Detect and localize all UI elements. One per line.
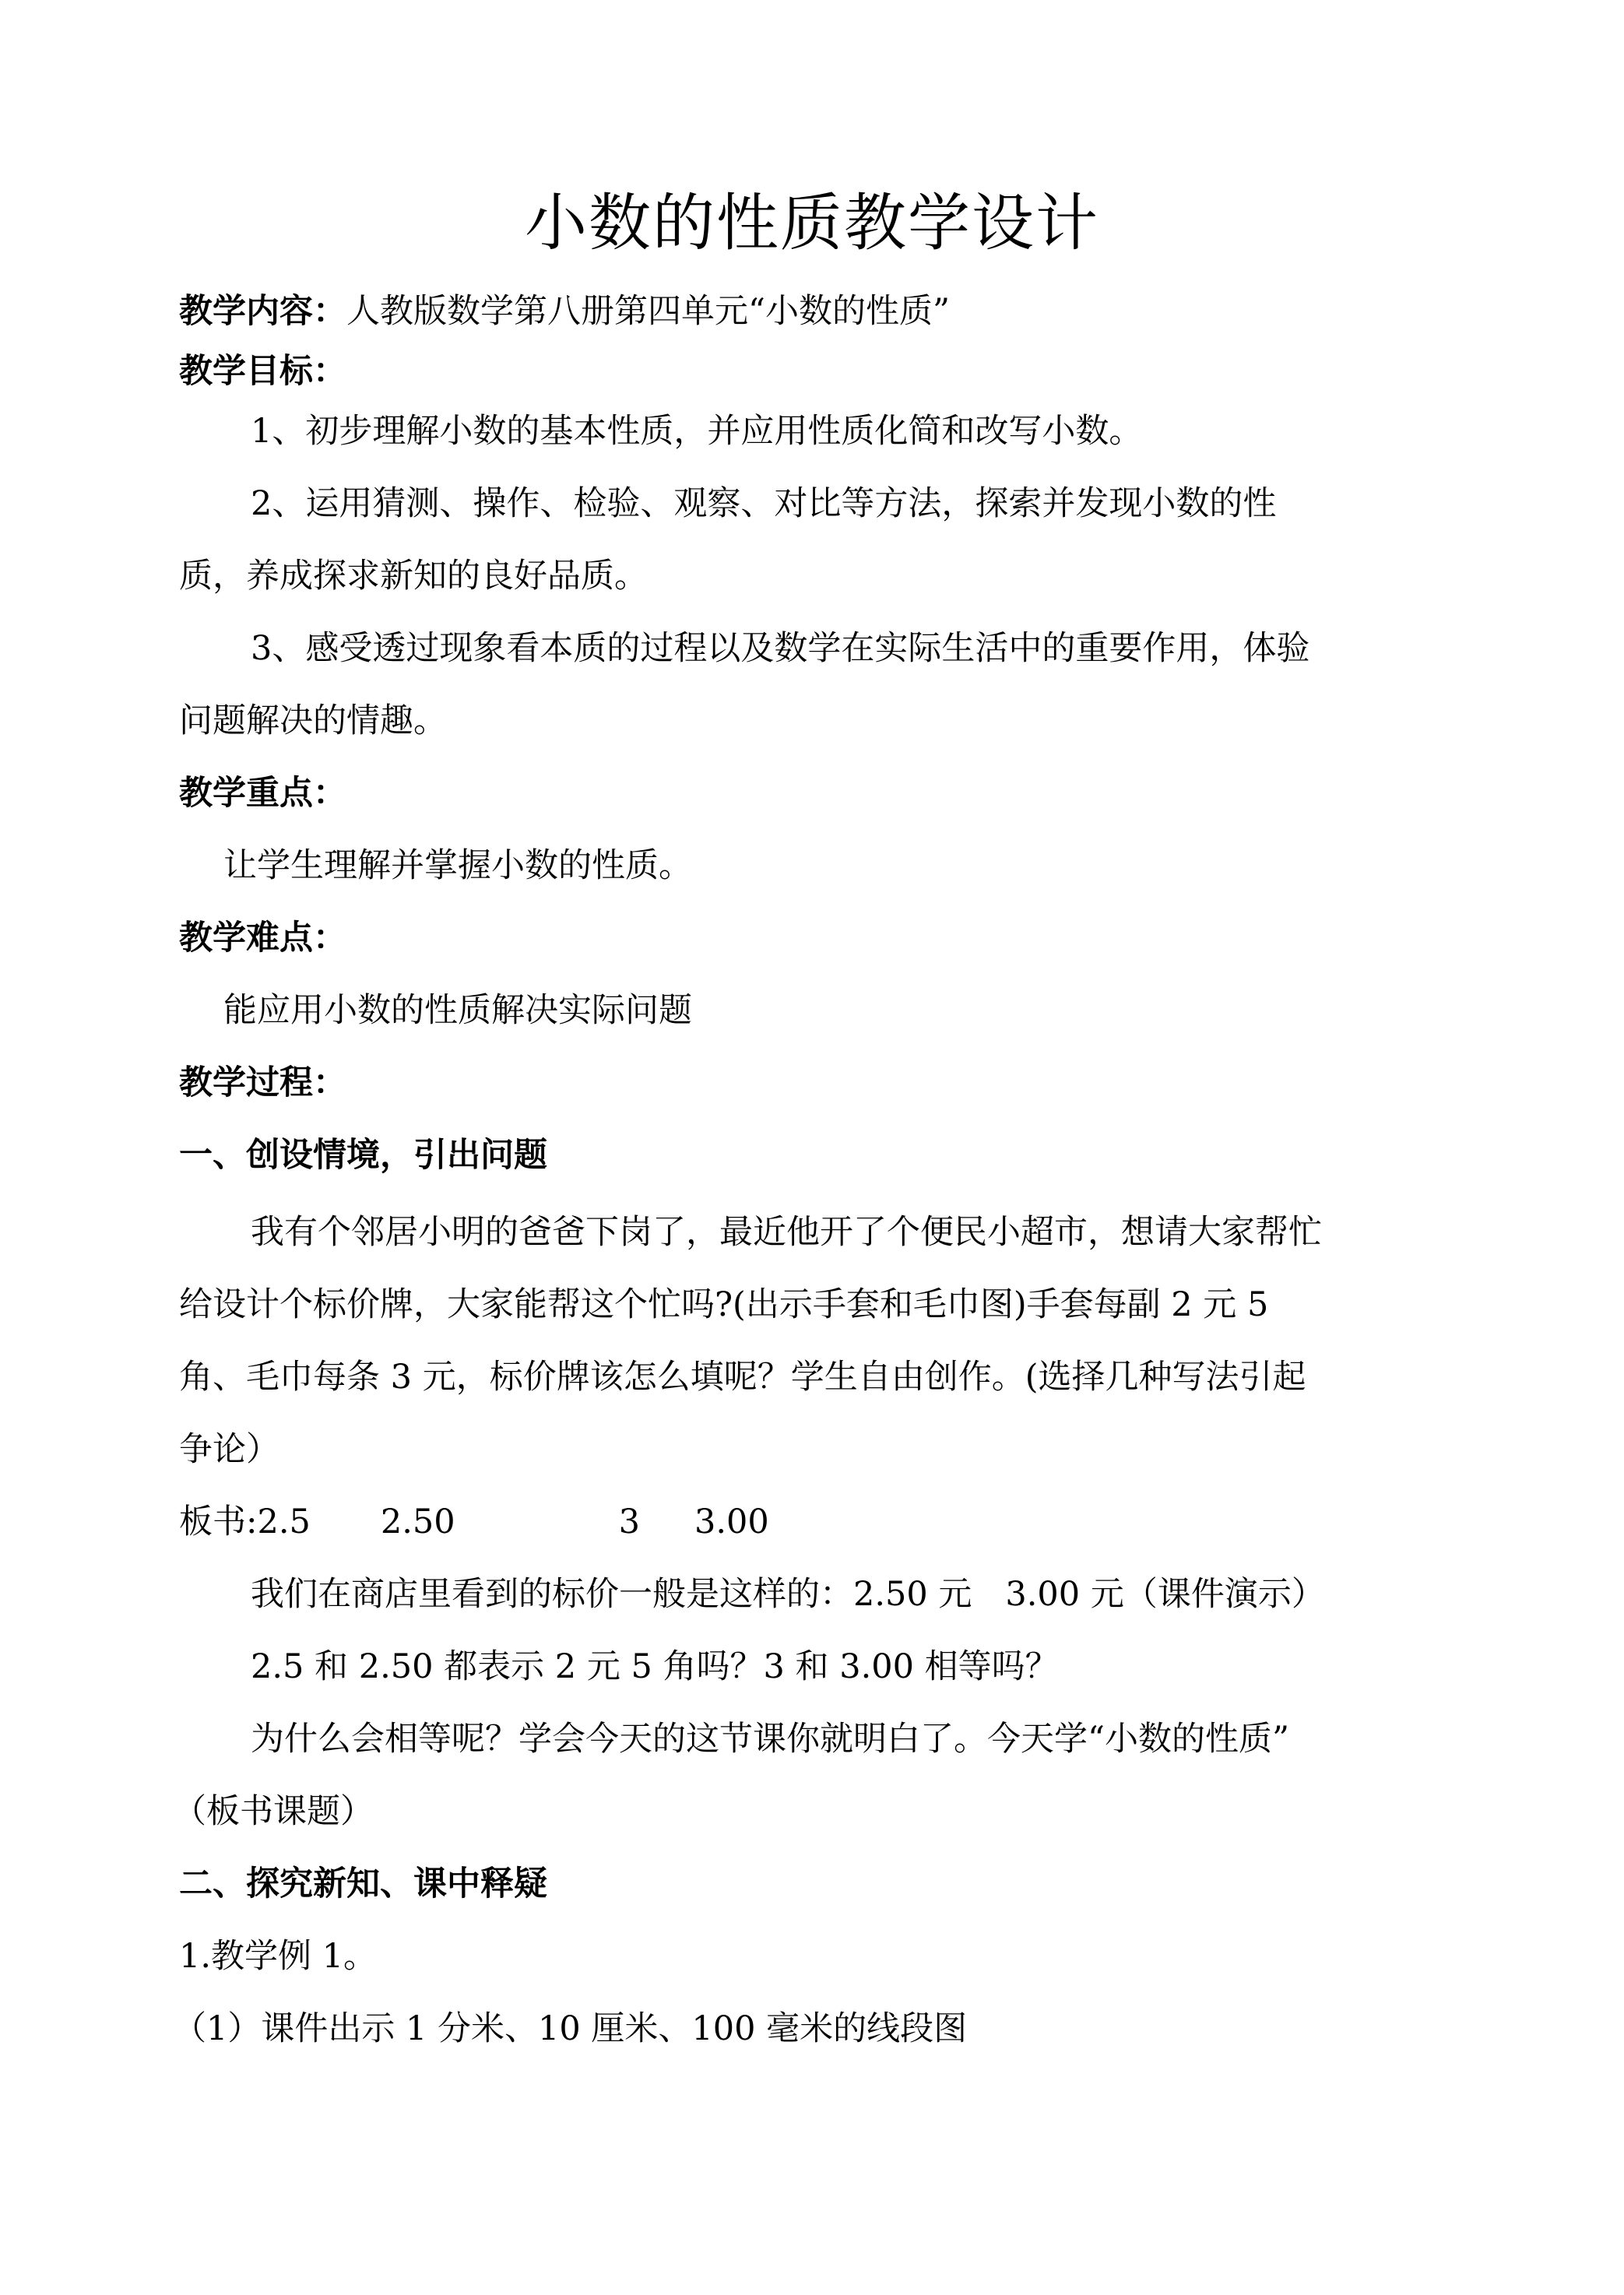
goal-item-2-line-1: 2、运用猜测、操作、检验、观察、对比等方法，探索并发现小数的性 — [251, 484, 1277, 523]
section-1-para-1-line-1: 我有个邻居小明的爸爸下岗了，最近他开了个便民小超市，想请大家帮忙 — [251, 1213, 1322, 1252]
teaching-goals-label: 教学目标： — [179, 352, 346, 391]
section-1-para-1-line-3: 角、毛巾每条 3 元，标价牌该怎么填呢？学生自由创作。(选择几种写法引起 — [179, 1358, 1306, 1397]
teaching-content-text: 人教版数学第八册第四单元“小数的性质” — [346, 292, 950, 331]
blackboard-value-3: 3.00 — [694, 1502, 769, 1541]
goal-item-1: 1、初步理解小数的基本性质，并应用性质化简和改写小数。 — [251, 412, 1143, 451]
section-1-heading: 一、创设情境，引出问题 — [179, 1136, 547, 1175]
difficulty-text: 能应用小数的性质解决实际问题 — [223, 991, 692, 1030]
section-1-para-3: 2.5 和 2.50 都表示 2 元 5 角吗？3 和 3.00 相等吗？ — [251, 1647, 1059, 1686]
teaching-content-label: 教学内容： — [179, 292, 346, 331]
section-1-para-2: 我们在商店里看到的标价一般是这样的：2.50 元 3.00 元（课件演示） — [251, 1575, 1325, 1614]
goal-item-3-line-2: 问题解决的情趣。 — [179, 701, 447, 740]
section-2-heading: 二、探究新知、课中释疑 — [179, 1864, 547, 1903]
blackboard-value-2: 3 — [618, 1502, 640, 1541]
document-title: 小数的性质教学设计 — [525, 187, 1099, 259]
section-1-para-1-line-2: 给设计个标价牌，大家能帮这个忙吗?(出示手套和毛巾图)手套每副 2 元 5 — [179, 1285, 1269, 1324]
difficulty-label: 教学难点： — [179, 919, 346, 958]
blackboard-line — [179, 1499, 769, 1545]
section-2-item-1-sub: （1）课件出示 1 分米、10 厘米、100 毫米的线段图 — [173, 2009, 968, 2048]
blackboard-label: 板书:2.5 — [179, 1502, 311, 1541]
section-1-para-4-line-1: 为什么会相等呢？学会今天的这节课你就明白了。今天学“小数的性质” — [251, 1720, 1289, 1759]
key-point-label: 教学重点： — [179, 774, 346, 813]
key-point-text: 让学生理解并掌握小数的性质。 — [223, 846, 692, 885]
teaching-content-line — [179, 288, 950, 335]
section-1-para-4-line-2: （板书课题） — [173, 1792, 374, 1831]
blackboard-value-1: 2.50 — [380, 1502, 455, 1541]
goal-item-3-line-1: 3、感受透过现象看本质的过程以及数学在实际生活中的重要作用，体验 — [251, 629, 1310, 668]
process-label: 教学过程： — [179, 1063, 346, 1102]
goal-item-2-line-2: 质，养成探求新知的良好品质。 — [179, 557, 648, 596]
section-1-para-1-line-4: 争论） — [179, 1430, 279, 1469]
section-2-item-1: 1.教学例 1。 — [179, 1937, 378, 1976]
